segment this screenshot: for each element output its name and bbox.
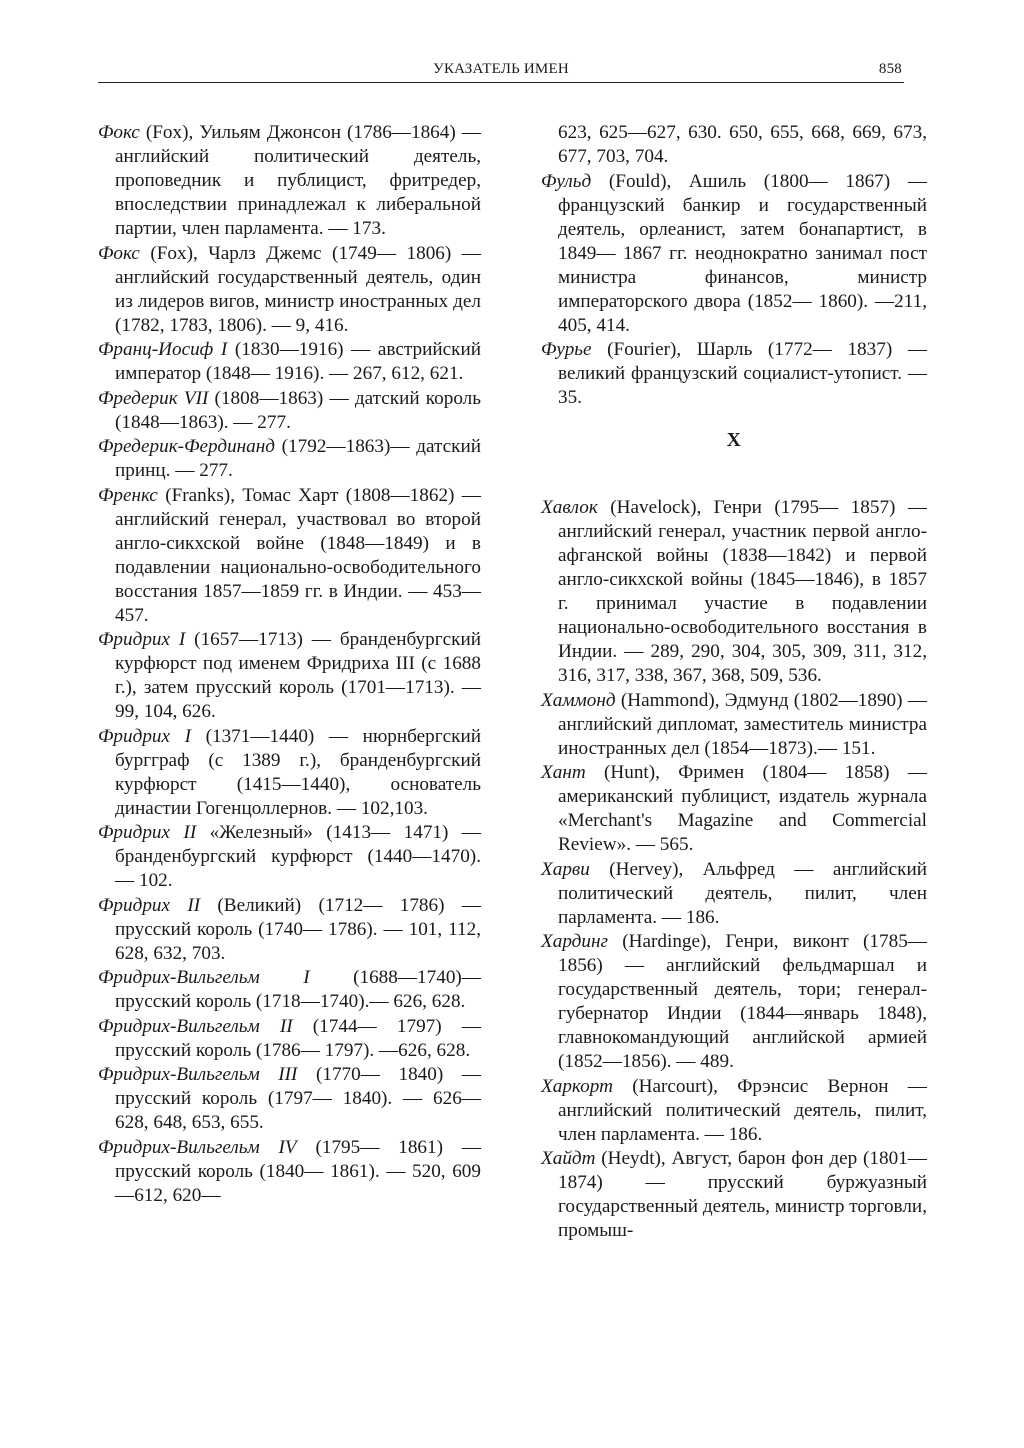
index-entry [98, 338, 481, 386]
entry-text: (Hervey), Альфред — английский политический деятель, пилит, член парламента. — 186. [558, 858, 927, 928]
entry-name: Фридрих-Вильгельм IV [98, 1136, 297, 1158]
entry-name: Фридрих-Вильгельм III [98, 1064, 298, 1085]
index-entry [541, 1075, 927, 1147]
right-column [541, 121, 927, 1244]
index-entry [98, 121, 481, 241]
entry-text: (1688—1740)— прусский король (1718—1740).— 626, 628. [115, 967, 481, 1012]
index-entry [98, 966, 481, 1014]
index-entry [541, 338, 927, 410]
entry-text: (Hardinge), Генри, виконт (1785—1856) — английский фельдмаршал и государственный деятель, тори; генерал-губернатор Индии (1844—январь 1848), главнокомандующий английской армией (1852—1856). — 489. [558, 931, 927, 1072]
index-entry [98, 484, 481, 628]
entry-text: (Heydt), Август, барон фон дер (1801—1874) — прусский буржуазный государственный деятель, министр торговли, промыш- [558, 1148, 927, 1241]
index-entry [98, 435, 481, 483]
entry-name: Фредерик-Фердинанд [98, 436, 275, 457]
entry-name: Фредерик VII [98, 387, 209, 409]
entry-name: Фокс [98, 242, 140, 264]
entry-text: (Fox), Чарлз Джемс (1749— 1806) — английский государственный деятель, один из лидеров вигов, министр иностранных дел (1782, 1783, 1806). — 9, 416. [115, 242, 481, 336]
entry-text: (Fox), Уильям Джонсон (1786—1864) — английский политический деятель, проповедник и публицист, фритредер, впоследствии принадлежал к либеральной партии, член парламента. — 173. [115, 122, 481, 239]
entry-text: (1795— 1861) — прусский король (1840— 1861). — 520, 609—612, 620— [115, 1136, 482, 1206]
index-entry [541, 930, 927, 1074]
entry-name: Френкс [98, 484, 158, 506]
entry-name: Харкорт [541, 1075, 613, 1097]
entry-text: (1371—1440) — нюрнбергский бургграф (с 1389 г.), бранденбургский курфюрст (1415—1440), основатель династии Гогенцоллернов. — 102,103. [115, 725, 482, 819]
index-entry [541, 496, 927, 688]
entry-text: (Harcourt), Фрэнсис Вернон — английский политический деятель, пилит, член парламента. — 186. [558, 1075, 927, 1145]
index-entry [98, 387, 481, 435]
entry-name: Фридрих II [98, 894, 201, 916]
index-entry [98, 894, 481, 966]
index-entry [98, 1063, 481, 1135]
index-entry [541, 858, 927, 930]
entry-text: (Fould), Ашиль (1800— 1867) — французский банкир и государственный деятель, орлеанист, затем бонапартист, в 1849— 1867 гг. неоднократно занимал пост министра финансов, министр императорского двора (1852— 1860). —211, 405, 414. [558, 170, 927, 336]
entry-name: Хавлок [541, 497, 598, 518]
entry-text: (Fourier), Шарль (1772— 1837) — великий французский социалист-утопист. — 35. [558, 339, 927, 408]
running-title: УКАЗАТЕЛЬ ИМЕН [433, 61, 569, 77]
entry-name: Хант [541, 762, 586, 783]
entry-name: Фокс [98, 122, 140, 143]
index-entry [98, 725, 481, 821]
page-number: 858 [878, 61, 902, 77]
page-header [98, 60, 904, 83]
entry-name: Харви [541, 858, 590, 880]
entry-continuation: 623, 625—627, 630. 650, 655, 668, 669, 673, 677, 703, 704. [558, 122, 927, 167]
entry-text: (1744— 1797) — прусский король (1786— 1797). —626, 628. [115, 1015, 482, 1061]
entry-text: (1770— 1840) — прусский король (1797— 1840). — 626—628, 648, 653, 655. [115, 1064, 481, 1133]
entry-text: (1808—1863) — датский король (1848—1863). — 277. [115, 387, 481, 433]
index-entry [98, 628, 481, 724]
index-entry [98, 1015, 481, 1063]
entry-name: Франц-Иосиф I [98, 339, 228, 360]
left-column [98, 121, 481, 1208]
index-entry [98, 242, 481, 338]
entry-text: (Hammond), Эдмунд (1802—1890) — английский дипломат, заместитель министра иностранных дел (1854—1873).— 151. [558, 689, 927, 759]
entry-name: Фридрих I [98, 725, 192, 747]
entry-text: «Железный» (1413— 1471) — бранденбургский курфюрст (1440—1470). — 102. [115, 822, 481, 891]
entry-name: Фурье [541, 339, 592, 360]
entry-text: (1830—1916) — австрийский император (1848— 1916). — 267, 612, 621. [115, 339, 481, 384]
entry-name: Фульд [541, 170, 592, 192]
entry-text: (Havelock), Генри (1795— 1857) — английский генерал, участник первой англо-афганской войны (1838—1842) и первой англо-сикхской войны (1845—1846), в 1857 г. принимал участие в подавлении национально-освободительного восстания в Индии. — 289, 290, 304, 305, 309, 311, 312, 316, 317, 338, 367, 368, 509, 536. [558, 497, 927, 686]
entry-name: Фридрих I [98, 629, 186, 650]
index-entry [541, 689, 927, 761]
entry-name: Хаммонд [541, 689, 616, 711]
entry-text: (Franks), Томас Харт (1808—1862) — английский генерал, участвовал во второй англо-сикхской войне (1848—1849) и в подавлении национально-освободительного восстания 1857—1859 гг. в Индии. — 453—457. [115, 484, 481, 626]
entry-name: Фридрих II [98, 822, 197, 843]
index-entry [98, 1136, 481, 1208]
index-entry [98, 821, 481, 893]
entry-name: Хайдт [541, 1148, 596, 1169]
entry-text: (1792—1863)— датский принц. — 277. [115, 436, 481, 481]
entry-name: Хардинг [541, 931, 608, 952]
entry-text: (1657—1713) — бранденбургский курфюрст под именем Фридриха III (с 1688 г.), затем прусский король (1701—1713). — 99, 104, 626. [115, 629, 481, 722]
index-entry [541, 761, 927, 857]
index-entry [541, 170, 927, 338]
section-letter-heading: Х [726, 430, 742, 451]
entry-text: (Великий) (1712— 1786) — прусский король (1740— 1786). — 101, 112, 628, 632, 703. [115, 894, 481, 964]
entry-name: Фридрих-Вильгельм II [98, 1015, 293, 1037]
entry-name: Фридрих-Вильгельм I [98, 967, 310, 988]
entry-text: (Hunt), Фримен (1804— 1858) — американский публицист, издатель журнала «Merchant's Magazine and Commercial Review». — 565. [558, 762, 927, 855]
index-entry [541, 1147, 927, 1243]
